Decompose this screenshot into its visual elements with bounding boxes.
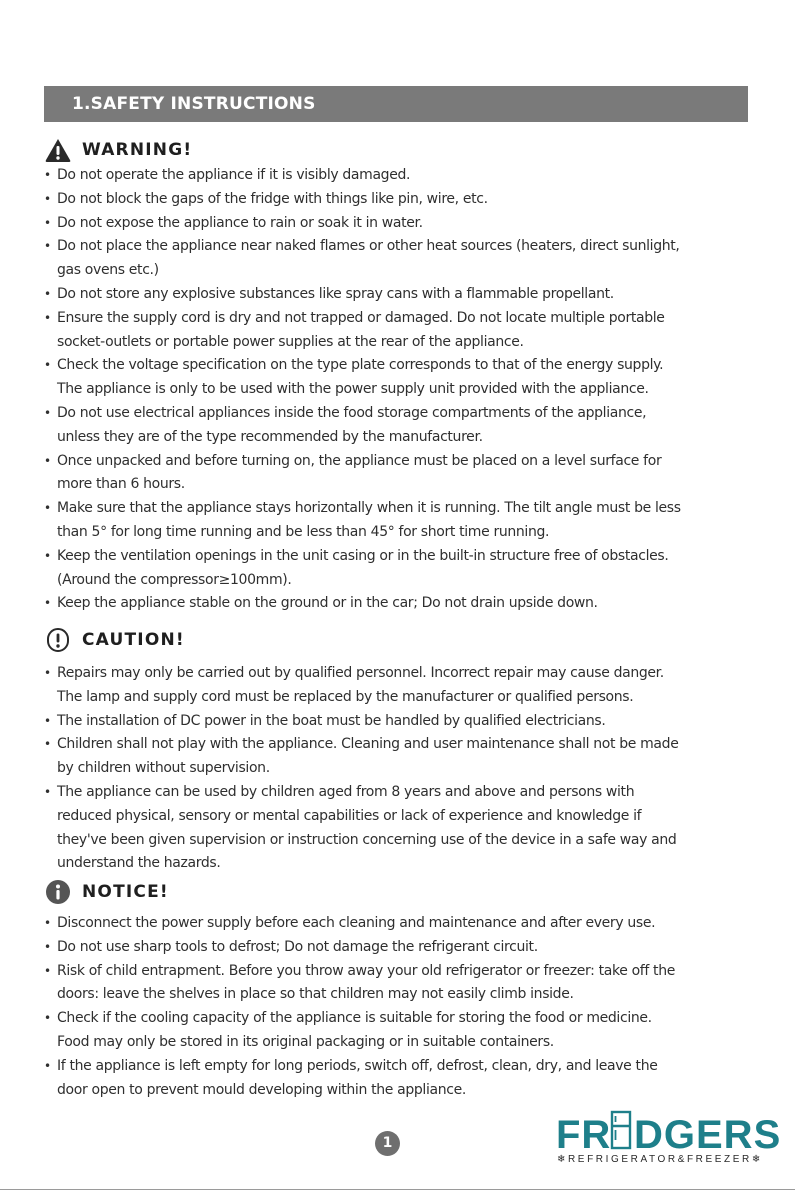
notice-heading [44, 878, 169, 906]
notice-title: NOTICE! [82, 882, 169, 902]
list-item: • Keep the ventilation openings in the unit casing or in the built-in structure free of obstacles. (Around the compressor≥100mm). [44, 545, 764, 593]
list-item: • Once unpacked and before turning on, the appliance must be placed on a level surface for more than 6 hours. [44, 450, 764, 498]
section-header [44, 86, 748, 122]
list-item: • Keep the appliance stable on the ground or in the car; Do not drain upside down. [44, 592, 764, 616]
bottom-divider [0, 1189, 795, 1190]
page-number: 1 [375, 1131, 400, 1156]
warning-triangle-icon [44, 137, 72, 163]
list-item: • Do not block the gaps of the fridge with things like pin, wire, etc. [44, 188, 764, 212]
info-circle-icon [44, 879, 72, 905]
warning-list [44, 164, 764, 616]
caution-title: CAUTION! [82, 630, 185, 650]
list-item: • Do not operate the appliance if it is visibly damaged. [44, 164, 764, 188]
list-item: • The appliance can be used by children aged from 8 years and above and persons with reduced physical, sensory or mental capabilities or lack of experience and knowledge if they've been given supervision or instruction concerning use of the device in a safe way and understand the hazards. [44, 781, 764, 876]
caution-heading [44, 626, 185, 654]
list-item: • If the appliance is left empty for long periods, switch off, defrost, clean, dry, and leave the door open to prevent mould developing within the appliance. [44, 1055, 764, 1103]
list-item: • Do not expose the appliance to rain or soak it in water. [44, 212, 764, 236]
warning-title: WARNING! [82, 140, 193, 160]
list-item: • Children shall not play with the appliance. Cleaning and user maintenance shall not be made by children without supervision. [44, 733, 764, 781]
list-item: • The installation of DC power in the boat must be handled by qualified electricians. [44, 710, 764, 734]
list-item: • Check the voltage specification on the type plate corresponds to that of the energy supply. The appliance is only to be used with the power supply unit provided with the appliance. [44, 354, 764, 402]
list-item: • Disconnect the power supply before each cleaning and maintenance and after every use. [44, 912, 764, 936]
brand-logo [556, 1110, 782, 1166]
list-item: • Do not store any explosive substances like spray cans with a flammable propellant. [44, 283, 764, 307]
caution-list [44, 662, 764, 876]
list-item: • Do not use electrical appliances inside the food storage compartments of the appliance, unless they are of the type recommended by the manufacturer. [44, 402, 764, 450]
list-item: • Repairs may only be carried out by qualified personnel. Incorrect repair may cause danger. The lamp and supply cord must be replaced by the manufacturer or qualified persons. [44, 662, 764, 710]
list-item: • Do not use sharp tools to defrost; Do not damage the refrigerant circuit. [44, 936, 764, 960]
section-title: 1.SAFETY INSTRUCTIONS [72, 94, 316, 114]
list-item: • Do not place the appliance near naked flames or other heat sources (heaters, direct sunlight, gas ovens etc.) [44, 235, 764, 283]
notice-list [44, 912, 764, 1102]
exclamation-circle-icon [44, 627, 72, 653]
list-item: • Check if the cooling capacity of the appliance is suitable for storing the food or medicine. Food may only be stored in its original packaging or in suitable containers. [44, 1007, 764, 1055]
svg-text:❄REFRIGERATOR&FREEZER❄: ❄REFRIGERATOR&FREEZER❄ [557, 1154, 763, 1165]
list-item: • Risk of child entrapment. Before you throw away your old refrigerator or freezer: take off the doors: leave the shelves in place so that children may not easily climb inside. [44, 960, 764, 1008]
list-item: • Ensure the supply cord is dry and not trapped or damaged. Do not locate multiple portable socket-outlets or portable power supplies at the rear of the appliance. [44, 307, 764, 355]
svg-text:DGERS: DGERS [634, 1113, 782, 1157]
warning-heading [44, 136, 192, 164]
svg-text:FR: FR [556, 1113, 612, 1157]
list-item: • Make sure that the appliance stays horizontally when it is running. The tilt angle must be less than 5° for long time running and be less than 45° for short time running. [44, 497, 764, 545]
